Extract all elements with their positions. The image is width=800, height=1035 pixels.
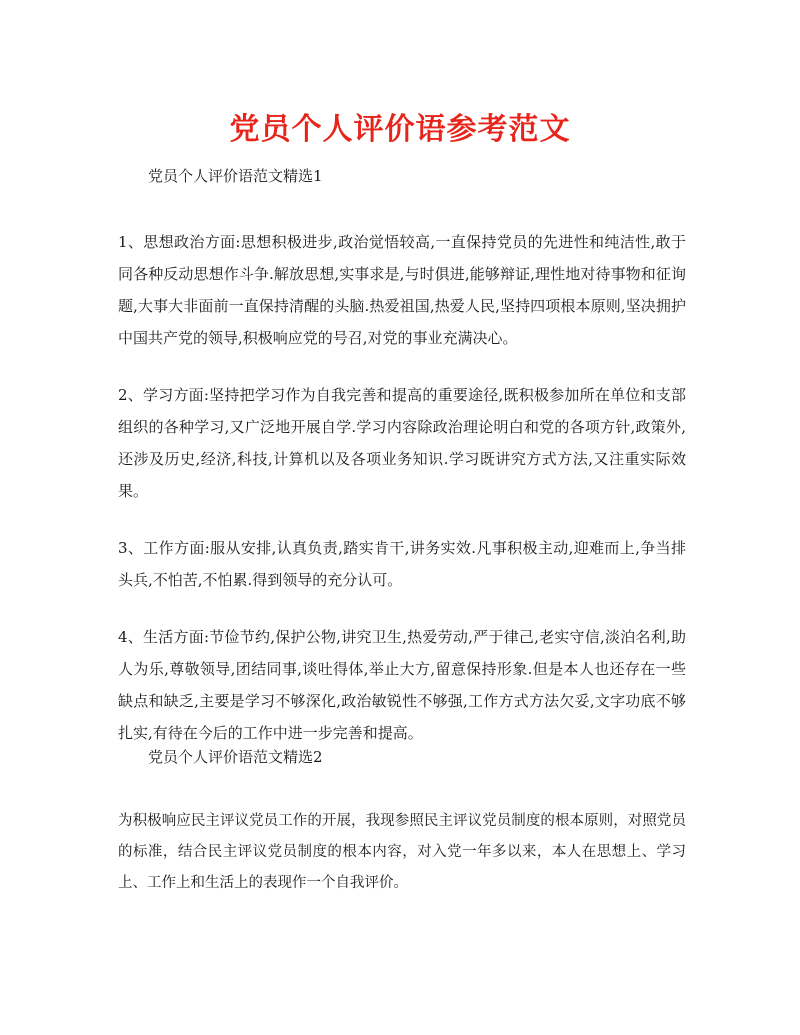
paragraph-work: 3、工作方面:服从安排,认真负责,踏实肯干,讲务实效.凡事积极主动,迎难而上,争当排头兵,不怕苦,不怕累.得到领导的充分认可。 (118, 539, 686, 589)
paragraph-study: 2、学习方面:坚持把学习作为自我完善和提高的重要途径,既积极参加所在单位和支部组织的各种学习,又广泛地开展自学.学习内容除政治理论明白和党的各项方针,政策外,还涉及历史,经济,科技,计算机以及各项业务知识.学习既讲究方式方法,又注重实际效果。 (118, 386, 686, 500)
paragraph-ideology: 1、思想政治方面:思想积极进步,政治觉悟较高,一直保持党员的先进性和纯洁性,敢于同各种反动思想作斗争.解放思想,实事求是,与时俱进,能够辩证,理性地对待事物和征询题,大事大非面前一直保持清醒的头脑.热爱祖国,热爱人民,坚持四项根本原则,坚决拥护中国共产党的领导,积极响应党的号召,对党的事业充满决心。 (118, 233, 686, 347)
section-heading-2: 党员个人评价语范文精选2 (148, 748, 323, 766)
document-title: 党员个人评价语参考范文 (229, 112, 571, 147)
paragraph-self-evaluation: 为积极响应民主评议党员工作的开展，我现参照民主评议党员制度的根本原则，对照党员的标准，结合民主评议党员制度的根本内容，对入党一年多以来，本人在思想上、学习上、工作上和生活上的表现作一个自我评价。 (118, 813, 686, 891)
section-heading-1: 党员个人评价语范文精选1 (148, 167, 323, 185)
paragraph-life: 4、生活方面:节俭节约,保护公物,讲究卫生,热爱劳动,严于律己,老实守信,淡泊名利,助人为乐,尊敬领导,团结同事,谈吐得体,举止大方,留意保持形象.但是本人也还存在一些缺点和缺乏,主要是学习不够深化,政治敏锐性不够强,工作方式方法欠妥,文字功底不够扎实,有待在今后的工作中进一步完善和提高。 (118, 628, 686, 742)
